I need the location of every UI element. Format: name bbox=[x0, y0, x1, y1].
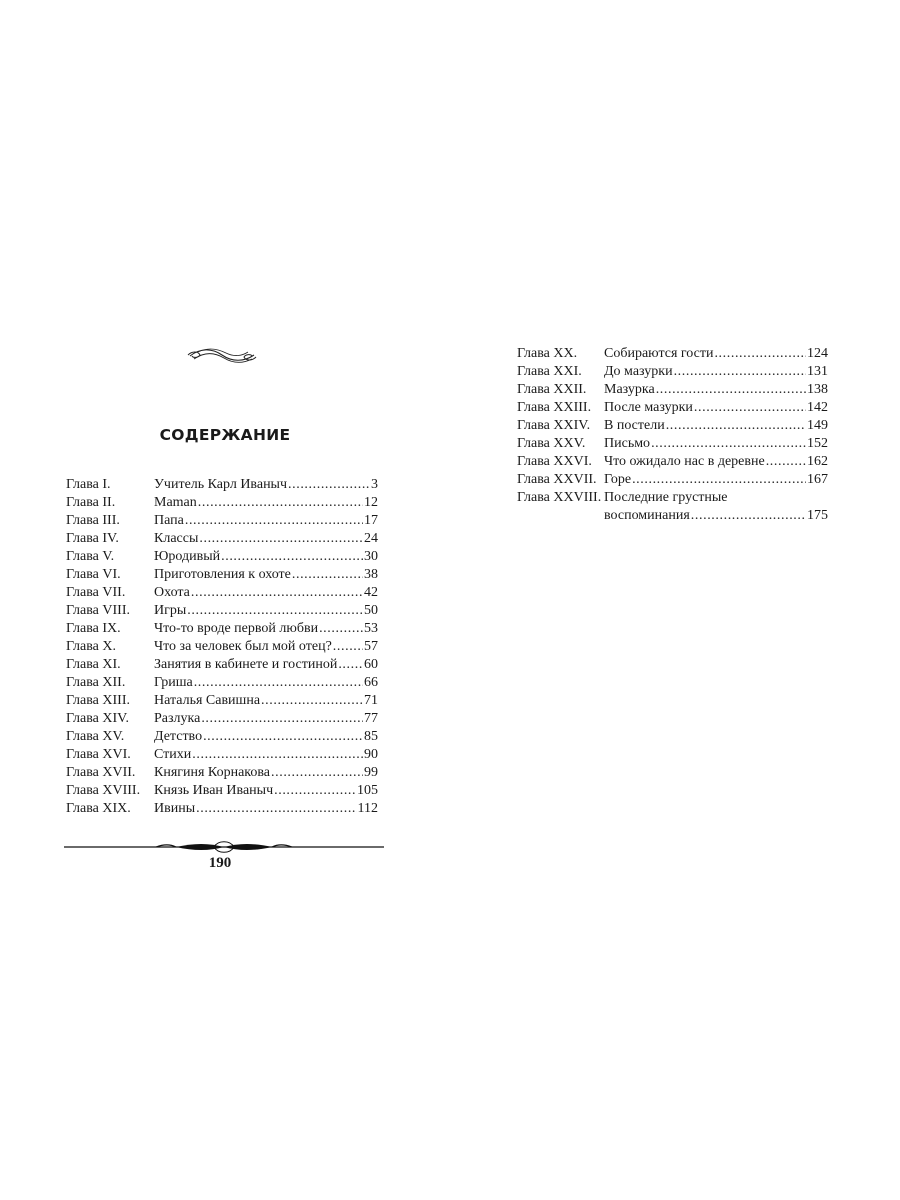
chapter-title: Классы bbox=[154, 531, 199, 546]
chapter-title: Игры bbox=[154, 603, 187, 618]
dot-leader bbox=[319, 620, 363, 638]
chapter-number: Глава VII. bbox=[66, 585, 126, 600]
chapter-title: Что-то вроде первой любви bbox=[154, 621, 319, 636]
page-number: 112 bbox=[357, 801, 378, 816]
chapter-number: Глава VIII. bbox=[66, 603, 130, 618]
toc-entry[interactable] bbox=[66, 584, 378, 602]
page-number: 60 bbox=[364, 657, 378, 672]
dot-leader bbox=[221, 548, 363, 566]
chapter-title: Юродивый bbox=[154, 549, 221, 564]
dot-leader bbox=[292, 566, 363, 584]
page-number: 99 bbox=[364, 765, 378, 780]
chapter-number: Глава XXIV. bbox=[517, 418, 591, 433]
page-number: 77 bbox=[364, 711, 378, 726]
page-number: 90 bbox=[364, 747, 378, 762]
dot-leader bbox=[656, 381, 806, 399]
chapter-number: Глава XIX. bbox=[66, 801, 131, 816]
dot-leader bbox=[274, 782, 356, 800]
dot-leader bbox=[194, 674, 363, 692]
page-number: 138 bbox=[807, 382, 828, 397]
page-number: 50 bbox=[364, 603, 378, 618]
toc-entry[interactable] bbox=[66, 728, 378, 746]
page-number: 53 bbox=[364, 621, 378, 636]
chapter-number: Глава XXII. bbox=[517, 382, 587, 397]
page-number: 17 bbox=[364, 513, 378, 528]
toc-left-column bbox=[66, 476, 378, 818]
contents-heading: СОДЕРЖАНИЕ bbox=[159, 426, 291, 444]
toc-entry[interactable] bbox=[66, 800, 378, 818]
toc-entry[interactable] bbox=[66, 764, 378, 782]
toc-entry[interactable] bbox=[517, 417, 828, 435]
page-number: 167 bbox=[807, 472, 828, 487]
dot-leader bbox=[271, 764, 363, 782]
chapter-title: Учитель Карл Иваныч bbox=[154, 477, 288, 492]
page-number: 152 bbox=[807, 436, 828, 451]
chapter-number: Глава XXIII. bbox=[517, 400, 592, 415]
chapter-number: Глава XXV. bbox=[517, 436, 586, 451]
toc-entry[interactable] bbox=[66, 620, 378, 638]
chapter-title: Что ожидало нас в деревне bbox=[604, 454, 765, 469]
chapter-title: Князь Иван Иваныч bbox=[154, 783, 274, 798]
toc-entry[interactable] bbox=[66, 782, 378, 800]
dot-leader bbox=[288, 476, 370, 494]
toc-entry[interactable] bbox=[66, 710, 378, 728]
chapter-title: Гриша bbox=[154, 675, 193, 690]
toc-entry[interactable] bbox=[66, 746, 378, 764]
page-number: 12 bbox=[364, 495, 378, 510]
toc-entry[interactable] bbox=[66, 692, 378, 710]
chapter-title: Княгиня Корнакова bbox=[154, 765, 271, 780]
chapter-number: Глава XII. bbox=[66, 675, 126, 690]
chapter-title: После мазурки bbox=[604, 400, 693, 415]
toc-entry[interactable] bbox=[517, 453, 828, 471]
toc-entry[interactable] bbox=[66, 656, 378, 674]
page-number: 42 bbox=[364, 585, 378, 600]
page-number: 38 bbox=[364, 567, 378, 582]
chapter-title: Папа bbox=[154, 513, 184, 528]
chapter-number: Глава XVI. bbox=[66, 747, 131, 762]
chapter-number: Глава XIV. bbox=[66, 711, 129, 726]
dot-leader bbox=[766, 453, 806, 471]
toc-entry[interactable] bbox=[517, 399, 828, 417]
chapter-number: Глава XX. bbox=[517, 346, 578, 361]
chapter-title: Охота bbox=[154, 585, 190, 600]
chapter-title-line2: воспоминания bbox=[604, 508, 690, 523]
toc-entry[interactable] bbox=[66, 638, 378, 656]
dot-leader bbox=[196, 800, 356, 818]
chapter-title: Приготовления к охоте bbox=[154, 567, 291, 582]
page-number: 131 bbox=[807, 364, 828, 379]
chapter-number: Глава V. bbox=[66, 549, 115, 564]
toc-entry[interactable] bbox=[517, 489, 828, 525]
page-number: 149 bbox=[807, 418, 828, 433]
chapter-number: Глава XXI. bbox=[517, 364, 582, 379]
page-number: 66 bbox=[364, 675, 378, 690]
chapter-number: Глава IX. bbox=[66, 621, 121, 636]
chapter-number: Глава XXVII. bbox=[517, 472, 597, 487]
chapter-title-line1: Последние грустные bbox=[604, 490, 728, 505]
dot-leader bbox=[666, 417, 806, 435]
chapter-title: Maman bbox=[154, 495, 197, 510]
chapter-number: Глава IV. bbox=[66, 531, 119, 546]
page-number: 124 bbox=[807, 346, 828, 361]
chapter-title: Горе bbox=[604, 472, 632, 487]
dot-leader bbox=[198, 494, 363, 512]
toc-entry[interactable] bbox=[66, 566, 378, 584]
chapter-number: Глава XXVIII. bbox=[517, 490, 602, 505]
dot-leader bbox=[333, 638, 363, 656]
page-number: 105 bbox=[357, 783, 378, 798]
chapter-title: Детство bbox=[154, 729, 203, 744]
dot-leader bbox=[651, 435, 806, 453]
dot-leader bbox=[199, 530, 363, 548]
chapter-title: Что за человек был мой отец? bbox=[154, 639, 332, 654]
dot-leader bbox=[714, 345, 806, 363]
dot-leader bbox=[203, 728, 363, 746]
chapter-title: Мазурка bbox=[604, 382, 655, 397]
page-number: 85 bbox=[364, 729, 378, 744]
chapter-number: Глава I. bbox=[66, 477, 111, 492]
chapter-title: Занятия в кабинете и гостиной bbox=[154, 657, 338, 672]
chapter-title: Наталья Савишна bbox=[154, 693, 261, 708]
chapter-number: Глава III. bbox=[66, 513, 120, 528]
dot-leader bbox=[261, 692, 363, 710]
chapter-title: Письмо bbox=[604, 436, 651, 451]
chapter-title: Разлука bbox=[154, 711, 201, 726]
page-number: 71 bbox=[364, 693, 378, 708]
chapter-number: Глава XIII. bbox=[66, 693, 130, 708]
page-number: 162 bbox=[807, 454, 828, 469]
page-number: 57 bbox=[364, 639, 378, 654]
folio-page-number: 190 bbox=[208, 855, 232, 871]
chapter-number: Глава XVIII. bbox=[66, 783, 141, 798]
chapter-number: Глава XI. bbox=[66, 657, 121, 672]
toc-entry[interactable] bbox=[517, 363, 828, 381]
dot-leader bbox=[694, 399, 806, 417]
dot-leader bbox=[674, 363, 806, 381]
chapter-title: Собираются гости bbox=[604, 346, 714, 361]
chapter-number: Глава II. bbox=[66, 495, 116, 510]
chapter-title: Ивины bbox=[154, 801, 196, 816]
toc-entry[interactable] bbox=[66, 494, 378, 512]
dot-leader bbox=[201, 710, 363, 728]
chapter-number: Глава XVII. bbox=[66, 765, 136, 780]
ornamental-rule-icon bbox=[64, 838, 384, 854]
toc-entry[interactable] bbox=[517, 345, 828, 363]
chapter-number: Глава XXVI. bbox=[517, 454, 592, 469]
chapter-title: Стихи bbox=[154, 747, 192, 762]
dot-leader bbox=[338, 656, 363, 674]
chapter-title: До мазурки bbox=[604, 364, 673, 379]
toc-entry[interactable] bbox=[66, 512, 378, 530]
page-number: 175 bbox=[807, 508, 828, 523]
toc-entry[interactable] bbox=[517, 471, 828, 489]
dot-leader bbox=[691, 507, 806, 525]
toc-entry[interactable] bbox=[66, 476, 378, 494]
toc-entry[interactable] bbox=[517, 381, 828, 399]
dot-leader bbox=[187, 602, 363, 620]
flourish-ornament-icon bbox=[186, 345, 258, 367]
page-number: 3 bbox=[371, 477, 378, 492]
page-number: 24 bbox=[364, 531, 378, 546]
chapter-number: Глава X. bbox=[66, 639, 116, 654]
toc-entry[interactable] bbox=[66, 530, 378, 548]
page-number: 30 bbox=[364, 549, 378, 564]
toc-entry[interactable] bbox=[66, 602, 378, 620]
chapter-number: Глава VI. bbox=[66, 567, 121, 582]
chapter-number: Глава XV. bbox=[66, 729, 125, 744]
dot-leader bbox=[192, 746, 363, 764]
toc-entry[interactable] bbox=[517, 435, 828, 453]
dot-leader bbox=[191, 584, 363, 602]
toc-entry[interactable] bbox=[66, 674, 378, 692]
dot-leader bbox=[632, 471, 806, 489]
dot-leader bbox=[185, 512, 363, 530]
page-number: 142 bbox=[807, 400, 828, 415]
toc-entry[interactable] bbox=[66, 548, 378, 566]
toc-right-column bbox=[517, 345, 828, 525]
chapter-title: В постели bbox=[604, 418, 665, 433]
